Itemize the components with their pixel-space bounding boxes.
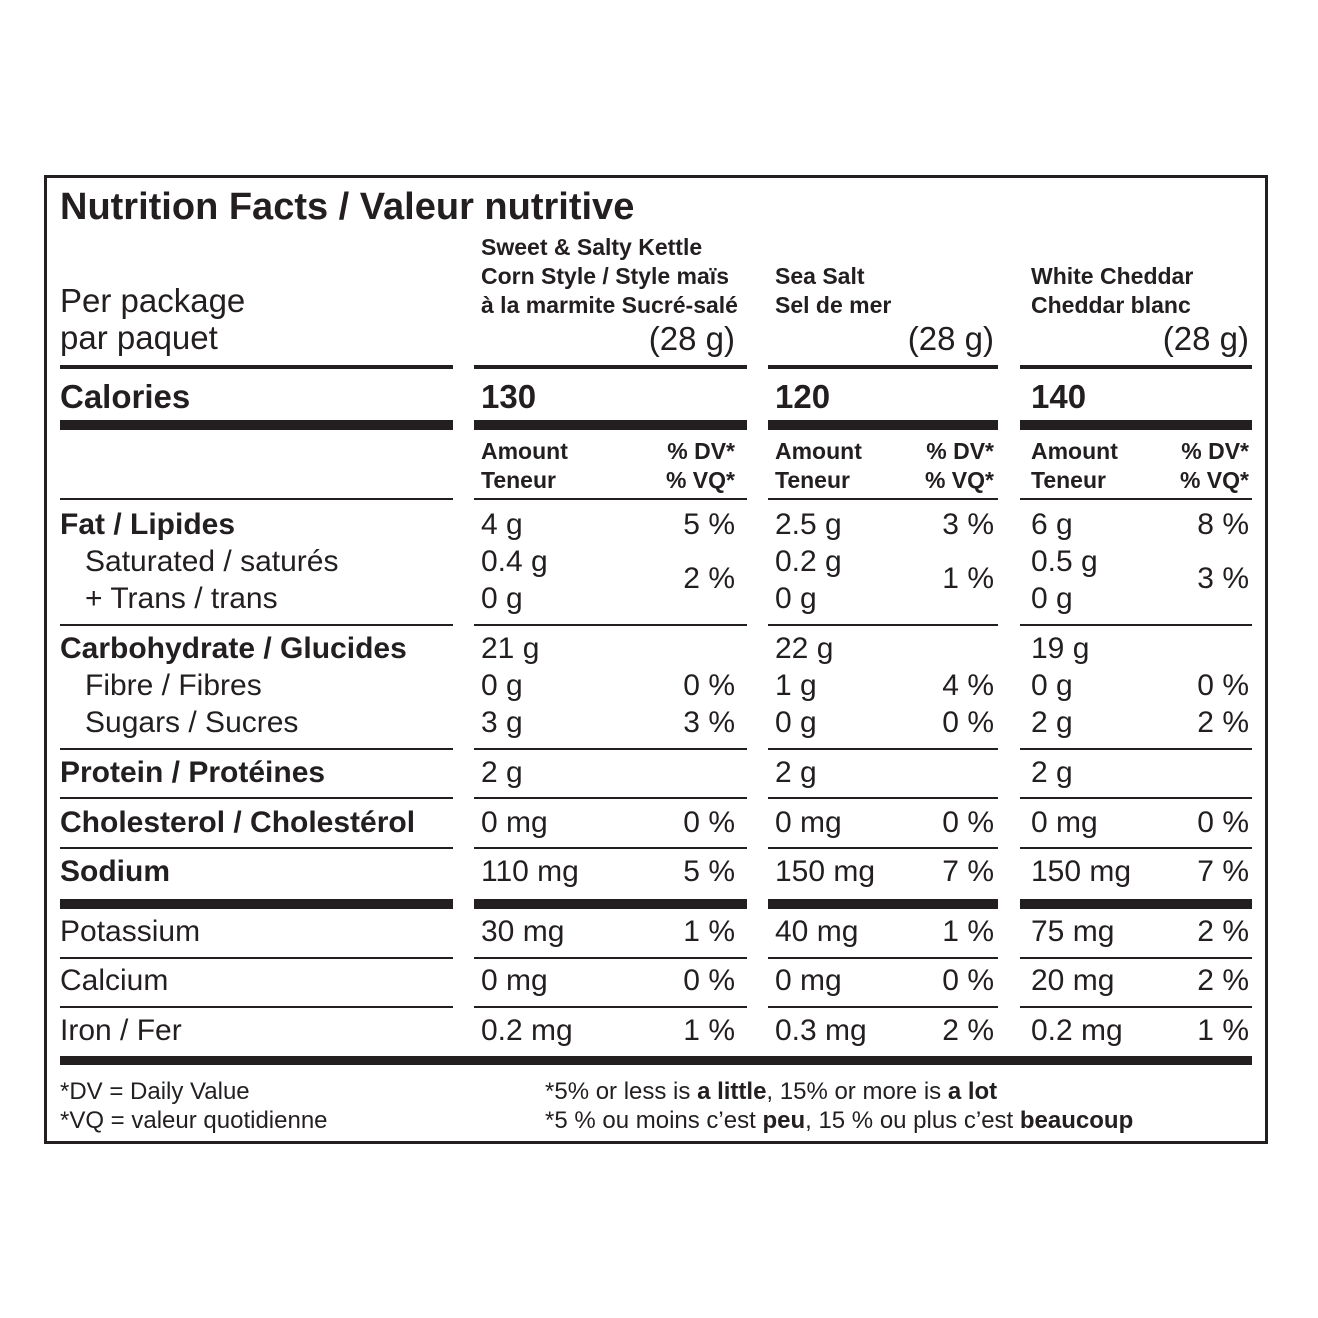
dv-header: % DV* (1181, 438, 1249, 464)
nutrient-label: Fat / Lipides (60, 508, 236, 541)
row-divider (60, 1006, 453, 1008)
calories-value: 130 (481, 378, 537, 415)
nutrient-amount: 2.5 g (775, 508, 842, 541)
sodium-rule (60, 899, 453, 909)
product-name-line: Sel de mer (775, 292, 892, 318)
row-divider (474, 847, 747, 849)
nutrient-amount: 0 mg (775, 964, 842, 997)
row-divider (1020, 797, 1252, 799)
nutrient-dv: 0 % (942, 964, 994, 997)
serving-size: (28 g) (907, 320, 994, 357)
teneur-header: Teneur (481, 467, 556, 493)
amount-header: Amount (481, 438, 568, 464)
product-name-line: Sea Salt (775, 263, 865, 289)
nutrient-label: Saturated / saturés (85, 545, 339, 578)
nutrient-dv: 0 % (683, 806, 735, 839)
nutrient-amount: 0 mg (1031, 806, 1098, 839)
nutrient-amount: 6 g (1031, 508, 1073, 541)
row-divider (1020, 1006, 1252, 1008)
nutrient-amount: 0.4 g (481, 545, 548, 578)
nutrient-amount: 0 mg (481, 964, 548, 997)
footnote-scale-en (545, 1078, 997, 1106)
footnote-fr-part2: peu (762, 1107, 806, 1134)
nutrient-dv: 0 % (942, 706, 994, 739)
calories-rule (474, 420, 747, 430)
nutrient-dv: 5 % (683, 855, 735, 888)
nutrient-label: Calcium (60, 964, 169, 997)
nutrient-label: Sodium (60, 855, 170, 888)
serving-rule (60, 365, 453, 369)
nutrient-label: + Trans / trans (85, 582, 278, 615)
nutrient-amount: 0 mg (481, 806, 548, 839)
footnote-en-part4: a lot (947, 1078, 998, 1105)
nutrient-amount: 75 mg (1031, 915, 1115, 948)
nutrient-amount: 2 g (1031, 756, 1073, 789)
row-divider (1020, 498, 1252, 500)
product-name-line: Sweet & Salty Kettle (481, 234, 703, 260)
nutrient-amount: 2 g (1031, 706, 1073, 739)
serving-rule (1020, 365, 1252, 369)
nutrient-label: Protein / Protéines (60, 756, 326, 789)
satfat-trans-dv: 1 % (942, 562, 994, 595)
nutrient-dv: 0 % (942, 806, 994, 839)
amount-header: Amount (775, 438, 862, 464)
row-divider (474, 498, 747, 500)
serving-label-en: Per package (60, 282, 246, 319)
nutrient-dv: 4 % (942, 669, 994, 702)
nutrient-amount: 0 g (1031, 669, 1073, 702)
dv-header: % DV* (926, 438, 994, 464)
nutrient-amount: 2 g (481, 756, 523, 789)
nutrient-dv: 0 % (683, 669, 735, 702)
nutrient-amount: 22 g (775, 632, 834, 665)
product-name-line: White Cheddar (1031, 263, 1194, 289)
serving-size: (28 g) (1162, 320, 1249, 357)
nutrient-dv: 1 % (942, 915, 994, 948)
serving-label-fr: par paquet (60, 319, 218, 356)
footnote-en-part3: , 15% or more is (766, 1078, 948, 1105)
row-divider (474, 797, 747, 799)
calories-rule (60, 420, 453, 430)
nutrient-dv: 2 % (1197, 964, 1249, 997)
nutrient-amount: 0.2 mg (1031, 1014, 1123, 1047)
nutrient-amount: 21 g (481, 632, 540, 665)
nutrient-label: Fibre / Fibres (85, 669, 262, 702)
nutrient-dv: 2 % (1197, 706, 1249, 739)
nutrient-dv: 7 % (1197, 855, 1249, 888)
row-divider (768, 1006, 998, 1008)
vq-header: % VQ* (1179, 467, 1249, 493)
serving-size: (28 g) (648, 320, 735, 357)
nutrient-amount: 0 g (775, 706, 817, 739)
row-divider (474, 748, 747, 750)
nutrient-dv: 0 % (683, 964, 735, 997)
row-divider (1020, 748, 1252, 750)
footnote-scale-fr (545, 1107, 1133, 1135)
calories-rule (1020, 420, 1252, 430)
footnote-en-part2: a little (697, 1078, 767, 1105)
footnote-fr-part3: , 15 % ou plus c’est (805, 1107, 1020, 1134)
nutrient-amount: 150 mg (775, 855, 876, 888)
row-divider (60, 624, 453, 626)
row-divider (768, 498, 998, 500)
product-name-line: Corn Style / Style maïs (481, 263, 729, 289)
footnote-vq: *VQ = valeur quotidienne (60, 1107, 328, 1134)
nutrient-dv: 1 % (683, 915, 735, 948)
nutrient-amount: 3 g (481, 706, 523, 739)
row-divider (474, 1006, 747, 1008)
nutrient-dv: 7 % (942, 855, 994, 888)
row-divider (768, 957, 998, 959)
sodium-rule (768, 899, 998, 909)
calories-value: 120 (775, 378, 831, 415)
row-divider (768, 624, 998, 626)
bottom-rule (60, 1056, 1252, 1065)
footnote-dv: *DV = Daily Value (60, 1078, 250, 1105)
row-divider (60, 748, 453, 750)
nutrient-amount: 2 g (775, 756, 817, 789)
nutrient-amount: 150 mg (1031, 855, 1132, 888)
panel-title: Nutrition Facts / Valeur nutritive (60, 186, 635, 228)
nutrient-dv: 5 % (683, 508, 735, 541)
row-divider (768, 847, 998, 849)
nutrient-dv: 1 % (683, 1014, 735, 1047)
nutrient-amount: 1 g (775, 669, 817, 702)
serving-rule (474, 365, 747, 369)
nutrient-dv: 3 % (942, 508, 994, 541)
row-divider (474, 624, 747, 626)
dv-header: % DV* (667, 438, 735, 464)
vq-header: % VQ* (665, 467, 735, 493)
nutrient-label: Sugars / Sucres (85, 706, 299, 739)
row-divider (1020, 957, 1252, 959)
calories-value: 140 (1031, 378, 1087, 415)
nutrient-amount: 110 mg (481, 855, 579, 888)
nutrient-label: Iron / Fer (60, 1014, 182, 1047)
nutrient-dv: 0 % (1197, 669, 1249, 702)
nutrient-dv: 3 % (683, 706, 735, 739)
nutrient-amount: 4 g (481, 508, 523, 541)
teneur-header: Teneur (1031, 467, 1106, 493)
satfat-trans-dv: 2 % (683, 562, 735, 595)
nutrient-amount: 19 g (1031, 632, 1090, 665)
row-divider (60, 797, 453, 799)
row-divider (768, 797, 998, 799)
nutrient-amount: 0.3 mg (775, 1014, 867, 1047)
nutrient-amount: 0 g (481, 582, 523, 615)
nutrient-label: Potassium (60, 915, 201, 948)
row-divider (60, 847, 453, 849)
nutrient-dv: 2 % (942, 1014, 994, 1047)
calories-rule (768, 420, 998, 430)
vq-header: % VQ* (924, 467, 994, 493)
row-divider (768, 748, 998, 750)
footnote-fr-part4: beaucoup (1019, 1107, 1134, 1134)
calories-label: Calories (60, 378, 191, 415)
teneur-header: Teneur (775, 467, 850, 493)
row-divider (60, 498, 453, 500)
nutrient-amount: 0 g (775, 582, 817, 615)
footnote-fr-part1: *5 % ou moins c’est (545, 1107, 763, 1134)
row-divider (474, 957, 747, 959)
nutrient-amount: 0 mg (775, 806, 842, 839)
nutrient-amount: 0.2 g (775, 545, 842, 578)
nutrient-amount: 0.2 mg (481, 1014, 573, 1047)
nutrient-amount: 30 mg (481, 915, 565, 948)
nutrient-label: Cholesterol / Cholestérol (60, 806, 416, 839)
row-divider (1020, 847, 1252, 849)
product-name-line: à la marmite Sucré-salé (481, 292, 738, 318)
nutrient-amount: 0.5 g (1031, 545, 1098, 578)
nutrient-amount: 0 g (1031, 582, 1073, 615)
row-divider (60, 957, 453, 959)
nutrient-amount: 0 g (481, 669, 523, 702)
nutrient-label: Carbohydrate / Glucides (60, 632, 407, 665)
nutrient-amount: 40 mg (775, 915, 859, 948)
nutrient-dv: 8 % (1197, 508, 1249, 541)
footnote-en-part1: *5% or less is (545, 1078, 698, 1105)
amount-header: Amount (1031, 438, 1118, 464)
product-name-line: Cheddar blanc (1031, 292, 1191, 318)
nutrient-dv: 2 % (1197, 915, 1249, 948)
satfat-trans-dv: 3 % (1197, 562, 1249, 595)
serving-rule (768, 365, 998, 369)
sodium-rule (474, 899, 747, 909)
nutrient-dv: 1 % (1197, 1014, 1249, 1047)
row-divider (1020, 624, 1252, 626)
nutrient-amount: 20 mg (1031, 964, 1115, 997)
nutrient-dv: 0 % (1197, 806, 1249, 839)
sodium-rule (1020, 899, 1252, 909)
